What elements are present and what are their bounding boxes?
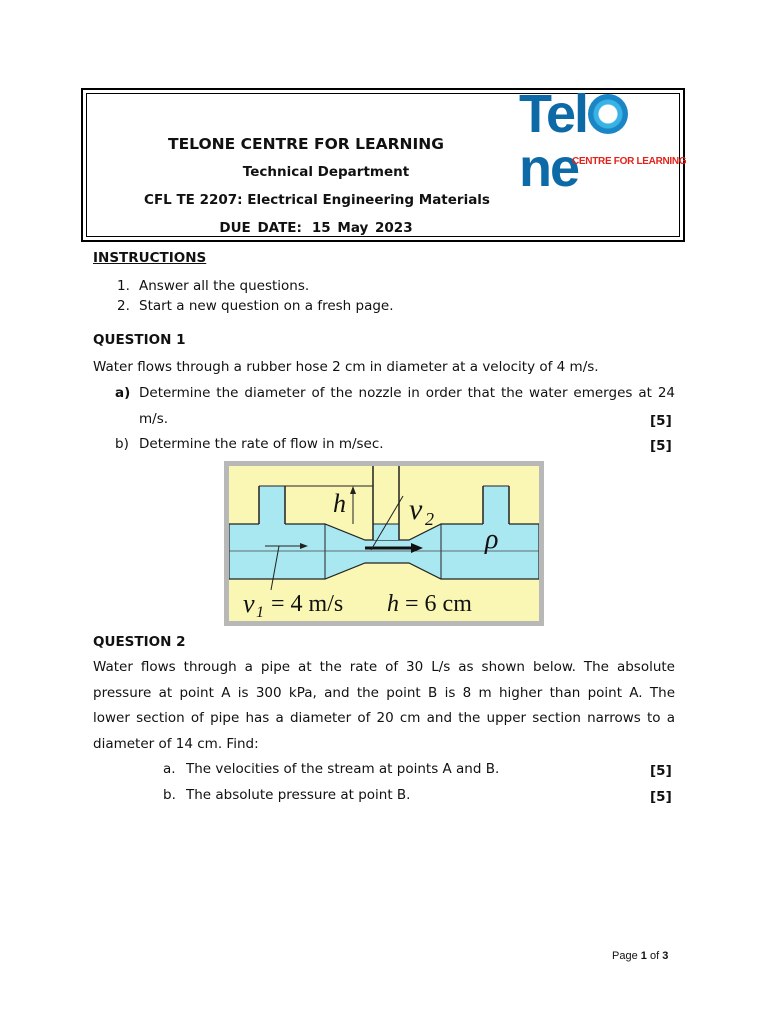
question2-paragraph-line: lower section of pipe has a diameter of 20 cm and the upper section narrows to a: [93, 710, 675, 726]
marks-badge: [5]: [650, 763, 672, 779]
v1-label: v: [243, 589, 255, 618]
instruction-number: 1.: [117, 278, 130, 294]
part-label: b.: [163, 787, 176, 803]
due-date-value: 15 May 2023: [311, 220, 413, 236]
marks-badge: [5]: [650, 438, 672, 454]
header-department: Technical Department: [242, 164, 410, 180]
part-label: a): [115, 385, 131, 401]
h-value-label: h: [387, 591, 399, 617]
v2-subscript: 2: [425, 509, 434, 529]
part-text: The velocities of the stream at points A and B.: [186, 761, 500, 777]
logo-word-left: Tel: [519, 84, 588, 144]
question2-heading: QUESTION 2: [93, 634, 186, 650]
header-title: TELONE CENTRE FOR LEARNING: [168, 135, 444, 153]
part-label: b): [115, 436, 129, 452]
left-standpipe-water: [259, 486, 285, 526]
question2-paragraph-line: Water flows through a pipe at the rate of 30 L/s as shown below. The absolute: [93, 659, 675, 675]
page-total: 3: [662, 950, 669, 962]
logo-word-right: ne: [519, 138, 579, 198]
due-date-label: DUE DATE:: [219, 220, 302, 236]
logo-tagline: CENTRE FOR LEARNING: [572, 156, 687, 167]
page-prefix: Page: [612, 950, 638, 962]
part-text: Determine the rate of flow in m/sec.: [139, 436, 384, 452]
question1-intro: Water flows through a rubber hose 2 cm in diameter at a velocity of 4 m/s.: [93, 359, 599, 375]
page-of: of: [649, 950, 660, 962]
part-text-continued: m/s.: [139, 411, 169, 427]
instruction-number: 2.: [117, 298, 130, 314]
telone-logo: [519, 84, 687, 198]
instructions-heading: INSTRUCTIONS: [93, 250, 207, 266]
page-current: 1: [640, 950, 647, 962]
logo-wordmark: [519, 84, 685, 198]
right-standpipe-water: [483, 486, 509, 526]
part-text: The absolute pressure at point B.: [186, 787, 411, 803]
part-text: Determine the diameter of the nozzle in order that the water emerges at 24: [139, 385, 675, 401]
v1-value: = 4 m/s: [271, 591, 344, 617]
h-label: h: [333, 489, 346, 518]
part-label: a.: [163, 761, 176, 777]
page-number: [612, 950, 668, 962]
arrow-up-icon: [350, 486, 356, 494]
logo-o-icon: [588, 94, 628, 134]
h-value: = 6 cm: [405, 591, 472, 617]
marks-badge: [5]: [650, 789, 672, 805]
instruction-text: Answer all the questions.: [139, 278, 310, 294]
instruction-text: Start a new question on a fresh page.: [139, 298, 394, 314]
venturi-svg: [229, 466, 539, 621]
question2-paragraph-line: diameter of 14 cm. Find:: [93, 736, 259, 752]
question1-heading: QUESTION 1: [93, 332, 186, 348]
v1-subscript: 1: [256, 604, 264, 621]
marks-badge: [5]: [650, 413, 672, 429]
rho-label: ρ: [485, 524, 499, 555]
venturi-diagram: [224, 461, 544, 626]
middle-standpipe-water: [373, 524, 399, 540]
header-due-date: [20, 220, 612, 236]
header-course: CFL TE 2207: Electrical Engineering Materials: [144, 192, 490, 208]
question2-paragraph-line: pressure at point A is 300 kPa, and the point B is 8 m higher than point A. The: [93, 685, 675, 701]
v2-label: v: [409, 493, 423, 526]
